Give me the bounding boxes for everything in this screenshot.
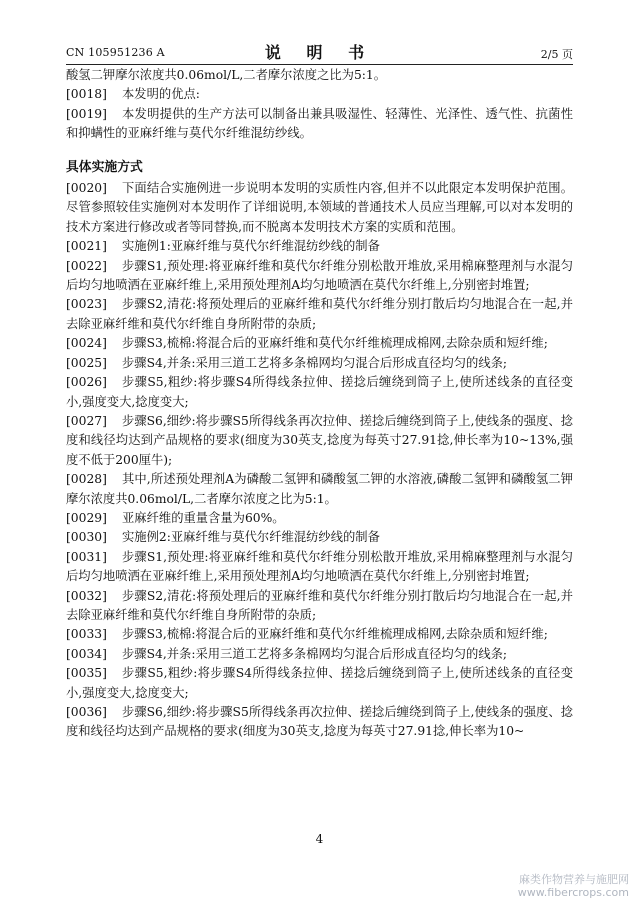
paragraph-0033	[66, 625, 573, 644]
paragraph-text: 亚麻纤维的重量含量为60%。	[122, 510, 285, 525]
paragraph-number: [0031]	[66, 549, 107, 564]
paragraph-text: 步骤S5,粗纱:将步骤S4所得线条拉伸、搓捻后缠绕到筒子上,使所述线条的直径变小,强度变大,捻度变大;	[66, 375, 573, 409]
paragraph-0021	[66, 237, 573, 256]
paragraph-text: 其中,所述预处理剂A为磷酸二氢钾和磷酸氢二钾的水溶液,磷酸二氢钾和磷酸氢二钾摩尔浓度共0.06mol/L,二者摩尔浓度之比为5:1。	[66, 472, 573, 506]
paragraph-0020	[66, 179, 573, 237]
paragraph-number: [0024]	[66, 336, 107, 351]
watermark-site-name: 麻类作物营养与施肥网	[519, 873, 629, 886]
paragraph-0031	[66, 548, 573, 587]
paragraph-text: 实施例1:亚麻纤维与莫代尔纤维混纺纱线的制备	[122, 239, 380, 254]
paragraph-number: [0030]	[66, 530, 107, 545]
paragraph-text: 本发明的优点:	[122, 87, 200, 102]
paragraph-text: 酸氢二钾摩尔浓度共0.06mol/L,二者摩尔浓度之比为5:1。	[66, 68, 387, 82]
paragraph-number: [0022]	[66, 258, 107, 273]
paragraph-text: 步骤S4,并条:采用三道工艺将多条棉网均匀混合后形成直径均匀的线条;	[122, 646, 508, 661]
paragraph-0035	[66, 664, 573, 703]
paragraph-0025	[66, 354, 573, 373]
paragraph-number: [0036]	[66, 705, 107, 719]
paragraph-0036	[66, 703, 573, 742]
paragraph-0023	[66, 295, 573, 334]
paragraph-0028	[66, 470, 573, 509]
paragraph-number: [0018]	[66, 87, 107, 102]
paragraph-text: 步骤S4,并条:采用三道工艺将多条棉网均匀混合后形成直径均匀的线条;	[122, 355, 508, 370]
page-header	[66, 40, 573, 62]
paragraph-number: [0033]	[66, 627, 107, 642]
paragraph-0027	[66, 412, 573, 470]
paragraph-text: 步骤S1,预处理:将亚麻纤维和莫代尔纤维分别松散开堆放,采用棉麻整理剂与水混匀后均匀地喷洒在亚麻纤维上,采用预处理剂A均匀地喷洒在莫代尔纤维上,分别密封堆置;	[66, 258, 573, 293]
paragraph-text: 实施例2:亚麻纤维与莫代尔纤维混纺纱线的制备	[122, 530, 380, 545]
paragraph-number: [0034]	[66, 646, 107, 661]
paragraph-0024	[66, 334, 573, 353]
paragraph-text: 步骤S2,清花:将预处理后的亚麻纤维和莫代尔纤维分别打散后均匀地混合在一起,并去除亚麻纤维和莫代尔纤维自身所附带的杂质;	[66, 588, 573, 622]
paragraph-number: [0020]	[66, 181, 107, 196]
continuation-paragraph	[66, 66, 573, 85]
paragraph-text: 步骤S5,粗纱:将步骤S4所得线条拉伸、搓捻后缠绕到筒子上,使所述线条的直径变小,强度变大,捻度变大;	[66, 666, 573, 700]
site-watermark	[518, 873, 629, 899]
paragraph-number: [0019]	[66, 106, 107, 121]
section-heading: 具体实施方式	[66, 159, 143, 175]
paragraph-text: 步骤S3,梳棉:将混合后的亚麻纤维和莫代尔纤维梳理成棉网,去除杂质和短纤维;	[122, 627, 548, 642]
watermark-url: www.fibercrops.com	[517, 886, 629, 899]
paragraph-number: [0032]	[66, 588, 107, 603]
patent-number: CN 105951236 A	[66, 46, 165, 59]
document-title: 说 明 书	[264, 43, 375, 62]
paragraph-text: 步骤S6,细纱:将步骤S5所得线条再次拉伸、搓捻后缠绕到筒子上,使线条的强度、捻度和线径均达到产品规格的要求(细度为30英支,捻度为每英寸27.91捻,伸长率为10~13%,强度不低于200厘牛);	[66, 413, 573, 467]
paragraph-number: [0029]	[66, 510, 107, 525]
paragraph-0030	[66, 528, 573, 547]
header-divider	[66, 64, 573, 65]
paragraph-number: [0021]	[66, 239, 107, 254]
paragraph-0019	[66, 105, 573, 144]
paragraph-text: 步骤S6,细纱:将步骤S5所得线条再次拉伸、搓捻后缠绕到筒子上,使线条的强度、捻度和线径均达到产品规格的要求(细度为30英支,捻度为每英寸27.91捻,伸长率为10~	[66, 705, 573, 739]
paragraph-0018	[66, 85, 573, 104]
paragraph-0029	[66, 509, 573, 528]
document-body	[66, 66, 573, 742]
paragraph-text: 步骤S1,预处理:将亚麻纤维和莫代尔纤维分别松散开堆放,采用棉麻整理剂与水混匀后均匀地喷洒在亚麻纤维上,采用预处理剂A均匀地喷洒在莫代尔纤维上,分别密封堆置;	[66, 549, 573, 584]
paragraph-0034	[66, 645, 573, 664]
paragraph-text: 步骤S3,梳棉:将混合后的亚麻纤维和莫代尔纤维梳理成棉网,去除杂质和短纤维;	[122, 336, 548, 351]
paragraph-number: [0023]	[66, 297, 107, 312]
paragraph-text: 下面结合实施例进一步说明本发明的实质性内容,但并不以此限定本发明保护范围。尽管参照较佳实施例对本发明作了详细说明,本领域的普通技术人员应当理解,可以对本发明的技术方案进行修改或者等同替换,而不脱离本发明技术方案的实质和范围。	[66, 181, 573, 234]
paragraph-number: [0026]	[66, 375, 107, 390]
paragraph-number: [0035]	[66, 666, 107, 681]
paragraph-number: [0025]	[66, 355, 107, 370]
paragraph-text: 步骤S2,清花:将预处理后的亚麻纤维和莫代尔纤维分别打散后均匀地混合在一起,并去除亚麻纤维和莫代尔纤维自身所附带的杂质;	[66, 297, 573, 331]
paragraph-0022	[66, 257, 573, 296]
page-number: 4	[315, 832, 324, 846]
paragraph-number: [0027]	[66, 413, 107, 428]
paragraph-0026	[66, 373, 573, 412]
page-info: 2/5 页	[540, 48, 573, 61]
paragraph-number: [0028]	[66, 472, 107, 487]
paragraph-text: 本发明提供的生产方法可以制备出兼具吸湿性、轻薄性、光泽性、透气性、抗菌性和抑螨性的亚麻纤维与莫代尔纤维混纺纱线。	[66, 106, 573, 141]
paragraph-0032	[66, 587, 573, 626]
